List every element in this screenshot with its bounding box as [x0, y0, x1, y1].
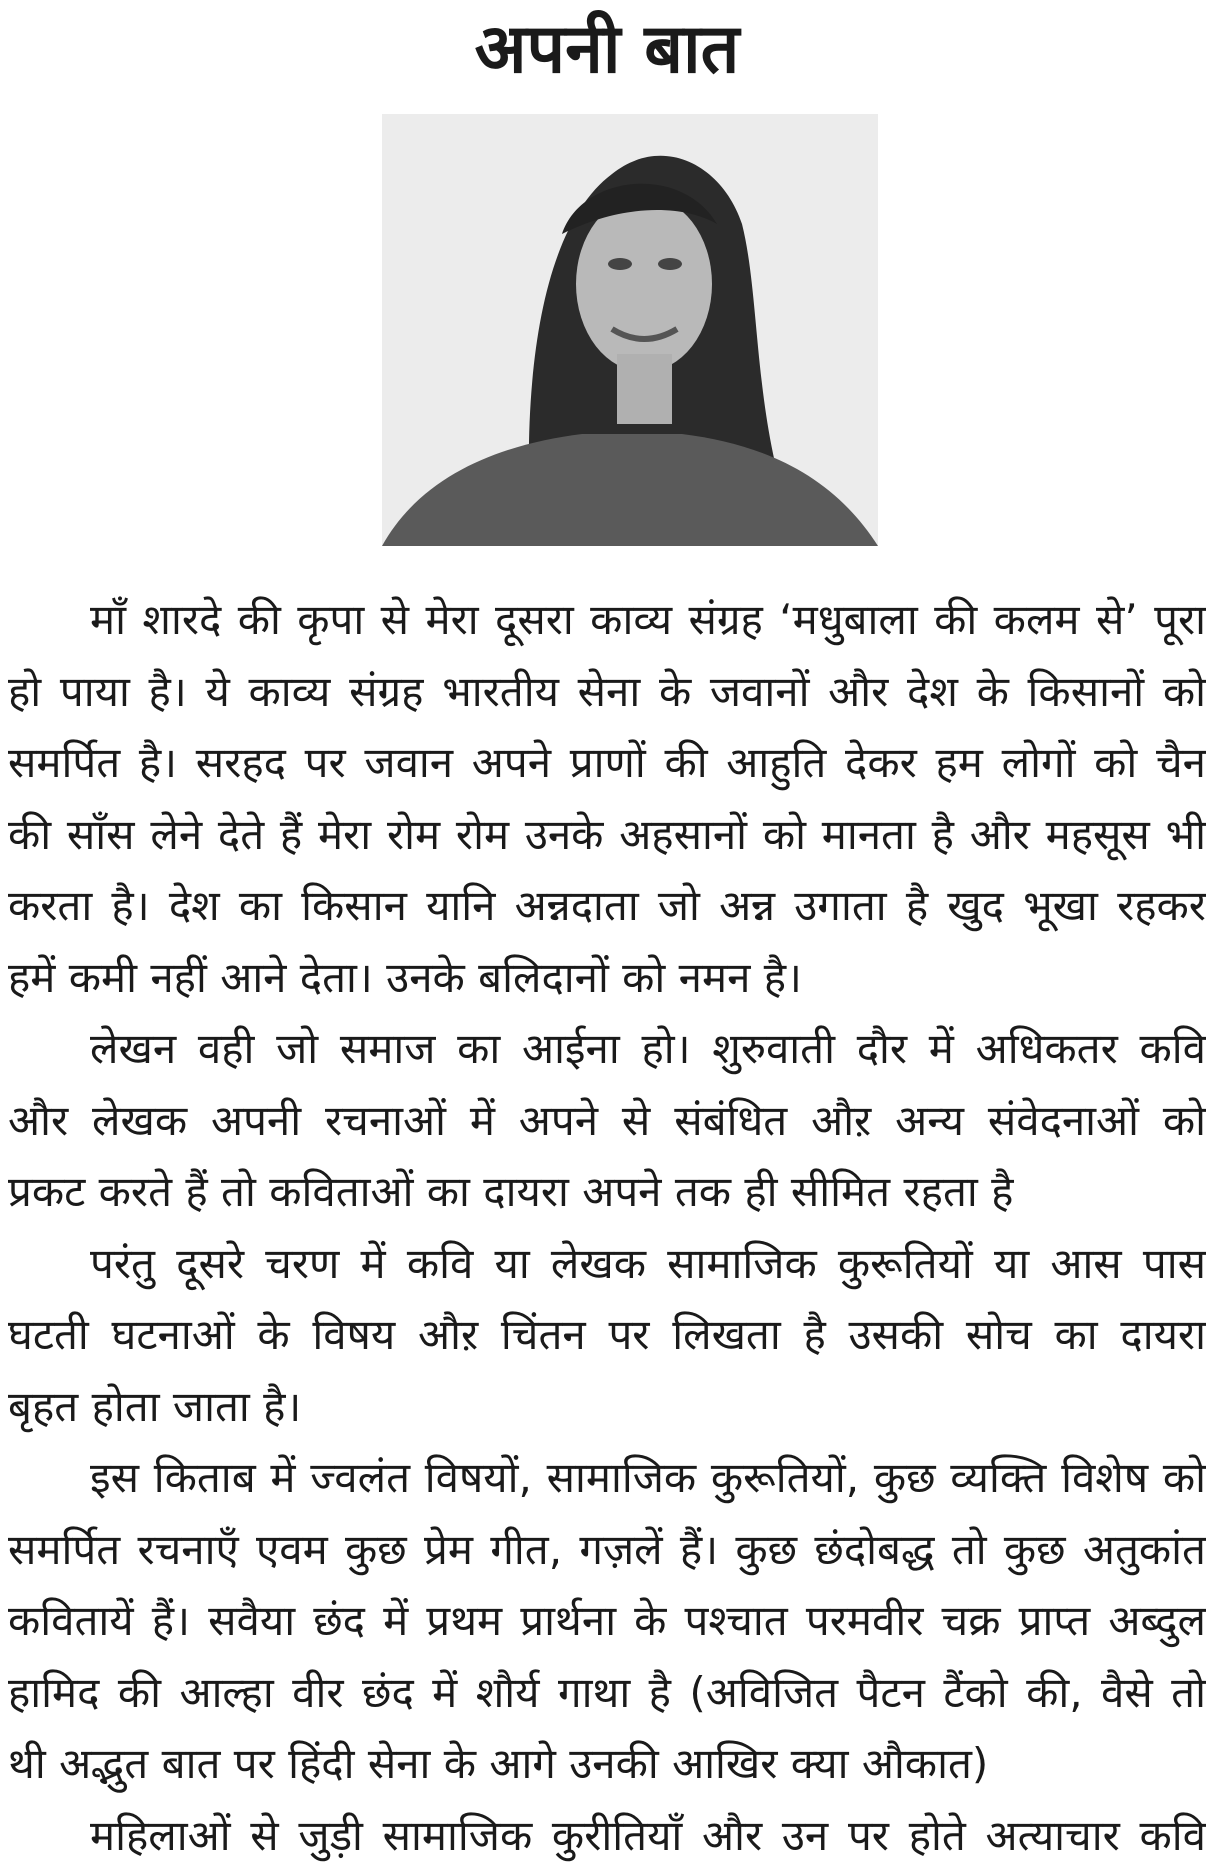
paragraph-4: [8, 1442, 1206, 1800]
text-line: माँ शारदे की कृपा से मेरा दूसरा काव्य संग्रह ‘मधुबाला की कलम से’ पूरा: [90, 595, 1206, 644]
text-line: थी अद्भुत बात पर हिंदी सेना के आगे उनकी आखिर क्या औकात): [8, 1739, 989, 1788]
text-line: प्रकट करते हैं तो कविताओं का दायरा अपने तक ही सीमित रहता है: [8, 1167, 1014, 1216]
paragraph-2: [8, 1013, 1206, 1228]
text-line: समर्पित रचनाएँ एवम कुछ प्रेम गीत, गज़लें हैं। कुछ छंदोबद्ध तो कुछ अतुकांत: [8, 1524, 1206, 1574]
text-line: बृहत होता जाता है।: [8, 1381, 302, 1431]
text-line: घटती घटनाओं के विषय औऱ चिंतन पर लिखता है उसकी सोच का दायरा: [8, 1310, 1206, 1359]
article-body: [8, 584, 1206, 1871]
paragraph-1: [8, 584, 1206, 1013]
paragraph-5: [8, 1800, 1206, 1872]
text-line: परंतु दूसरे चरण में कवि या लेखक सामाजिक कुरूतियों या आस पास: [90, 1238, 1206, 1288]
author-photo: [382, 114, 878, 546]
page-title: अपनी बात: [474, 10, 740, 89]
text-line: हमें कमी नहीं आने देता। उनके बलिदानों को नमन है।: [8, 952, 802, 1002]
text-line: करता है। देश का किसान यानि अन्नदाता जो अन्न उगाता है खुद भूखा रहकर: [8, 881, 1206, 930]
paragraph-3: [8, 1228, 1206, 1443]
text-line: महिलाओं से जुड़ी सामाजिक कुरीतियाँ और उन पर होते अत्याचार कवि: [90, 1810, 1206, 1860]
text-line: और लेखक अपनी रचनाओं में अपने से संबंधित औऱ अन्य संवेदनाओं को: [8, 1095, 1206, 1145]
text-line: हो पाया है। ये काव्य संग्रह भारतीय सेना के जवानों और देश के किसानों को: [8, 666, 1206, 716]
text-line: हामिद की आल्हा वीर छंद में शौर्य गाथा है (अविजित पैटन टैंको की, वैसे तो: [8, 1667, 1206, 1717]
text-line: लेखन वही जो समाज का आईना हो। शुरुवाती दौर में अधिकतर कवि: [90, 1024, 1206, 1073]
text-line: की साँस लेने देते हैं मेरा रोम रोम उनके अहसानों को मानता है और महसूस भी: [8, 809, 1206, 859]
text-line: इस किताब में ज्वलंत विषयों, सामाजिक कुरूतियों, कुछ व्यक्ति विशेष को: [90, 1453, 1206, 1502]
text-line: कवितायें हैं। सवैया छंद में प्रथम प्रार्थना के पश्चात परमवीर चक्र प्राप्त अब्दुल: [8, 1596, 1206, 1645]
text-line: समर्पित है। सरहद पर जवान अपने प्राणों की आहुति देकर हम लोगों को चैन: [8, 738, 1206, 787]
